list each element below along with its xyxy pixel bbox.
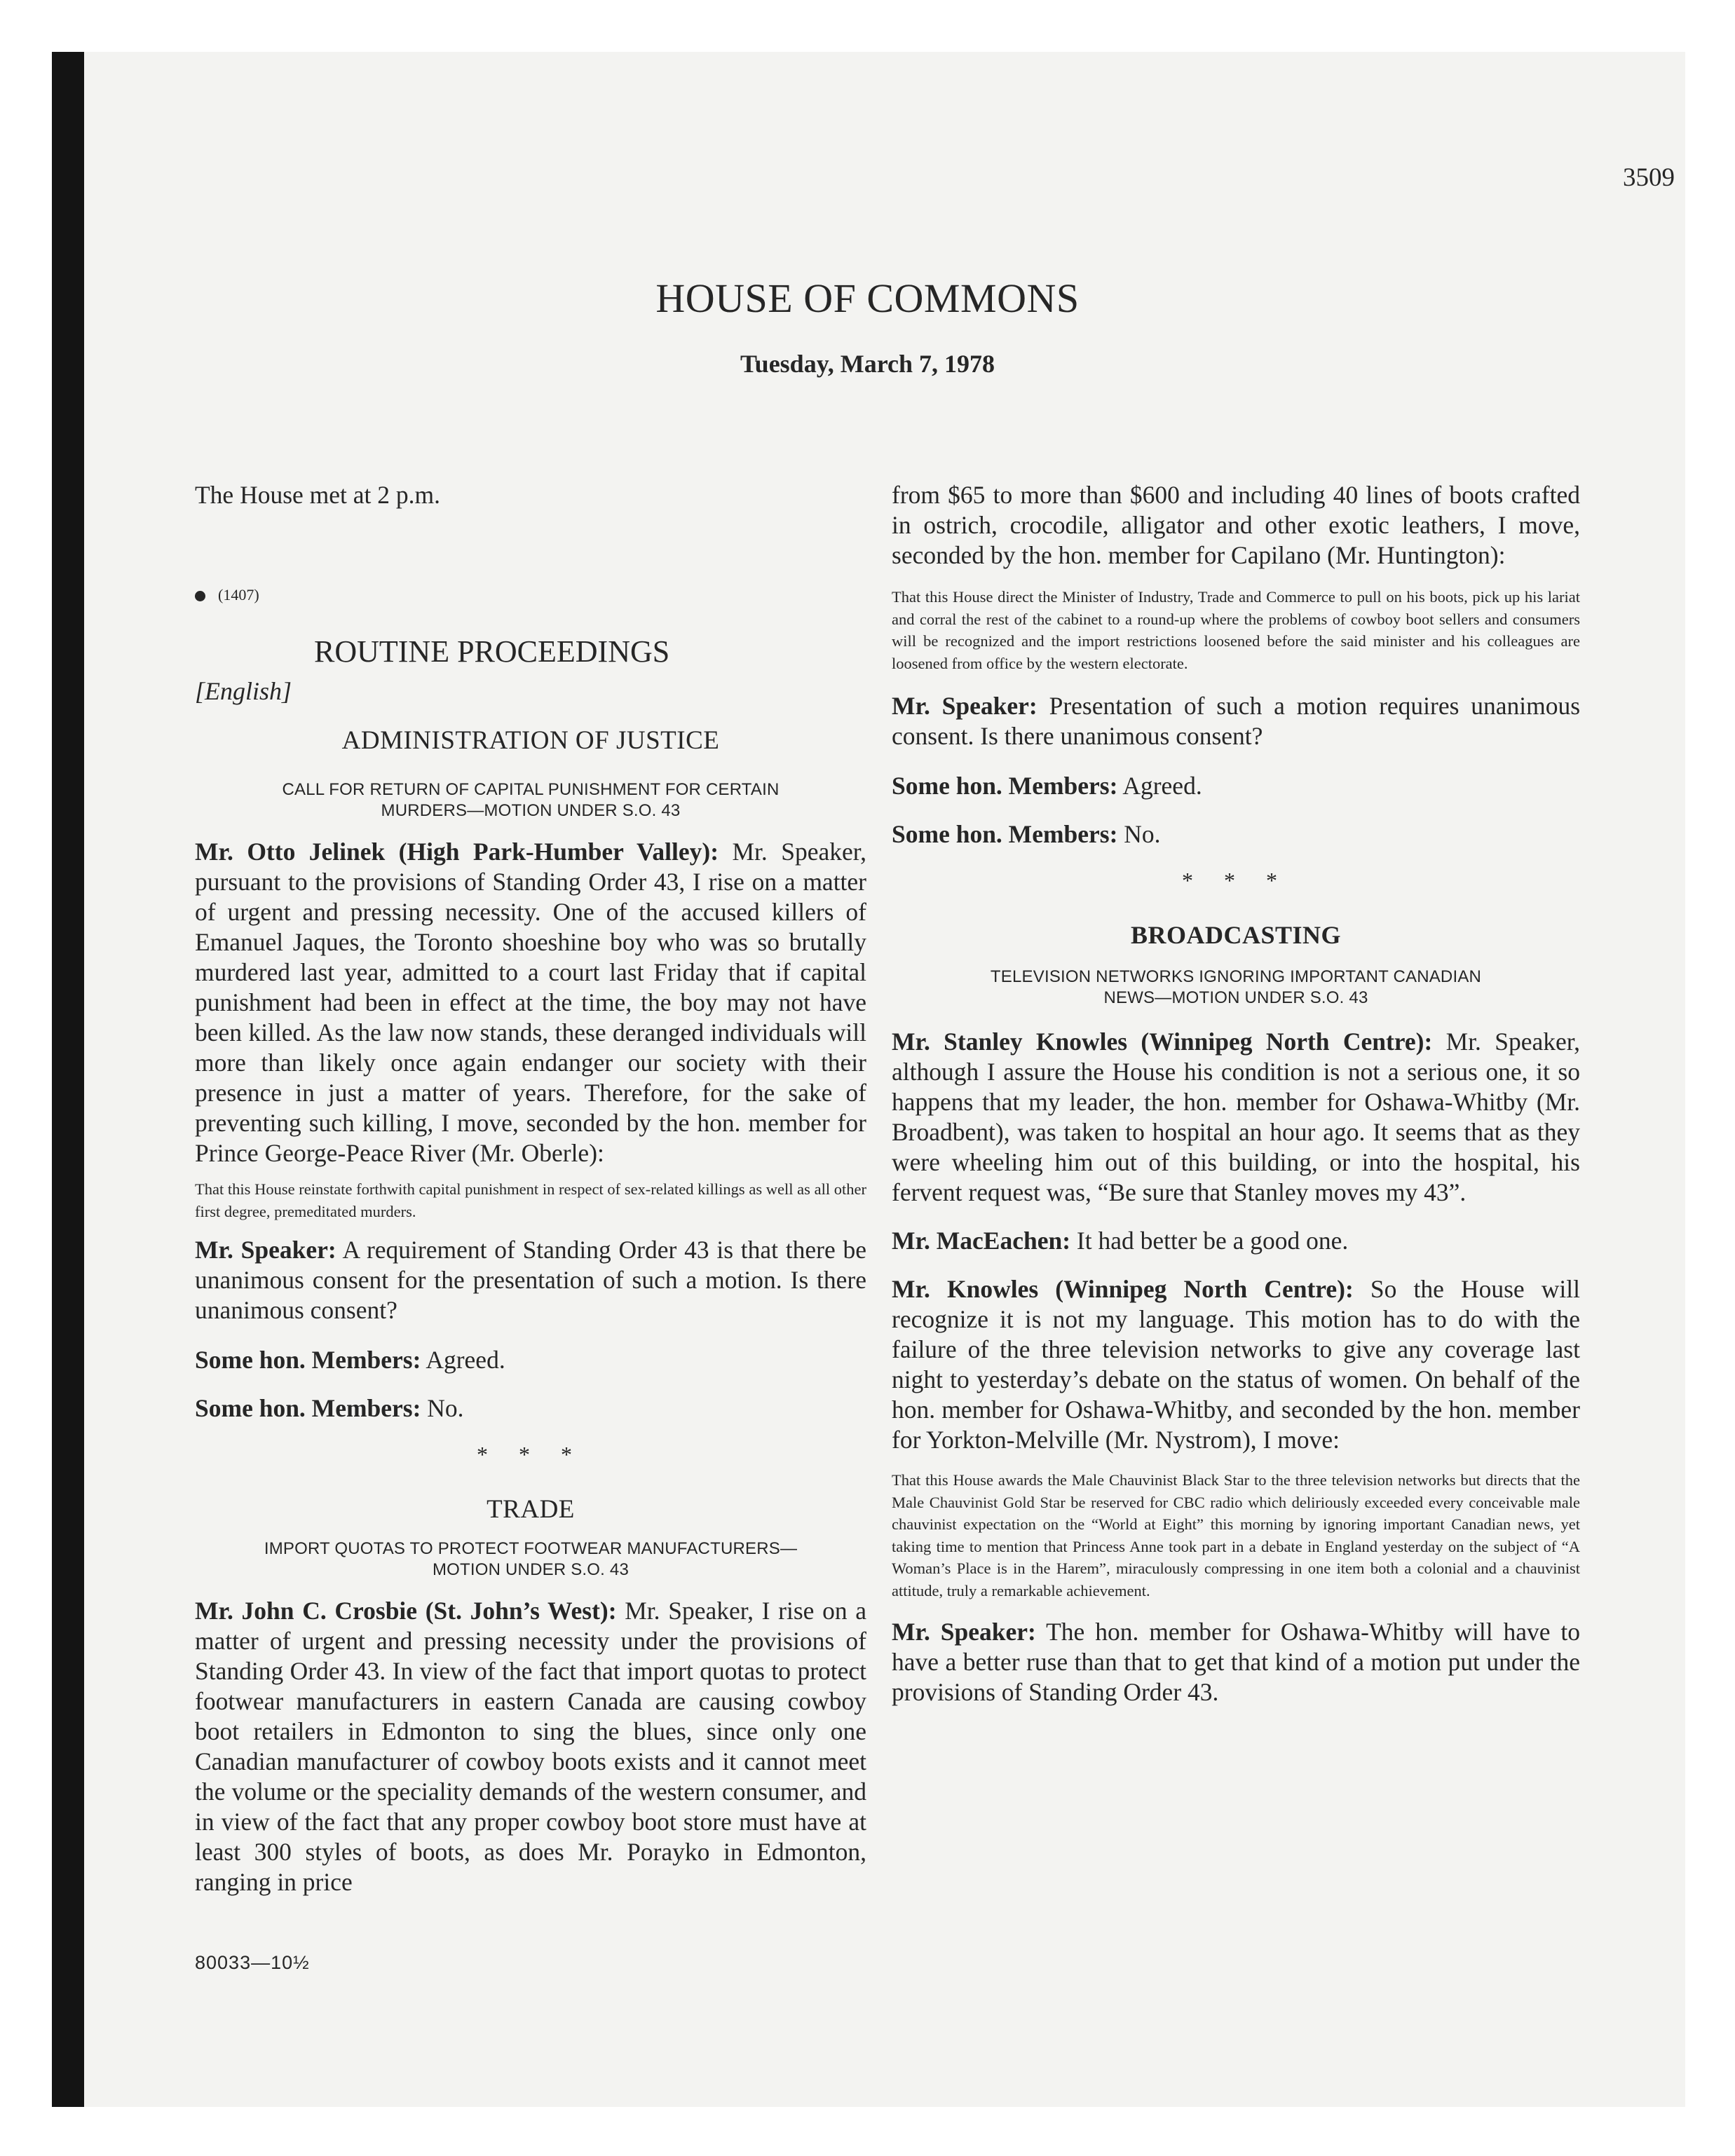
section-separator: * * * — [477, 1442, 585, 1467]
members-agreed — [892, 771, 1580, 801]
right-column — [892, 480, 1580, 1707]
crosbie-speaker: Mr. John C. Crosbie (St. John’s West): — [195, 1597, 617, 1625]
trade-subheading-line-1: IMPORT QUOTAS TO PROTECT FOOTWEAR MANUFACTURERS— — [264, 1539, 798, 1558]
trade-heading: TRADE — [487, 1495, 575, 1524]
knowles-speech-2 — [892, 1274, 1580, 1455]
trade-subheading-line-2: MOTION UNDER S.O. 43 — [432, 1560, 630, 1579]
broadcast-subheading-line-1: TELEVISION NETWORKS IGNORING IMPORTANT CANADIAN — [990, 967, 1482, 986]
members-no — [892, 819, 1580, 850]
members-label: Some hon. Members: — [195, 1346, 421, 1374]
time-marker — [195, 586, 866, 604]
page-title: HOUSE OF COMMONS — [655, 275, 1080, 321]
crosbie-motion: That this House direct the Minister of Industry, Trade and Commerce to pull on his boots, pick up his lariat and corral the rest of the cabinet to a round-up where the problems of cowboy boot sellers and consumers will be recognized and the import restrictions loosened before the said minister and his colleagues are loosened from office by the western electorate. — [892, 588, 1580, 672]
maceachen-text: It had better be a good one. — [1076, 1227, 1349, 1255]
knowles-label: Mr. Knowles (Winnipeg North Centre): — [892, 1275, 1354, 1303]
page-number: 3509 — [1623, 163, 1675, 192]
maceachen-label: Mr. MacEachen: — [892, 1227, 1071, 1255]
opening-line: The House met at 2 p.m. — [195, 481, 440, 509]
print-code: 80033—10½ — [195, 1952, 310, 1973]
speaker-ruling-2 — [892, 691, 1580, 751]
left-column — [195, 480, 866, 1897]
knowles-text: Mr. Speaker, although I assure the House his condition is not a serious one, it so happens that my leader, the hon. member for Oshawa-Whitby (Mr. Broadbent), was taken to hospital an hour ago. It seems that as they were wheeling him out of this building, or into the hospital, his fervent request was, “Be sure that Stanley moves my 43”. — [892, 1028, 1581, 1206]
no-text: No. — [427, 1394, 464, 1422]
knowles-text-2: So the House will recognize it is not my language. This motion has to do with the failure of the three television networks to give any coverage last night to yesterday’s debate on the status of women. On behalf of the hon. member for Oshawa-Whitby, and seconded by the hon. member for Yorkton-Melville (Mr. Nystrom), I move: — [892, 1275, 1581, 1454]
jelinek-motion: That this House reinstate forthwith capital punishment in respect of sex-related killings as well as all other first degree, premeditated murders. — [195, 1180, 866, 1220]
jelinek-speech — [195, 837, 866, 1168]
members-label: Some hon. Members: — [195, 1394, 421, 1422]
agreed-text: Agreed. — [1122, 772, 1202, 800]
members-no — [195, 1393, 866, 1424]
admin-subheading-line-2: MURDERS—MOTION UNDER S.O. 43 — [381, 801, 681, 820]
jelinek-text: Mr. Speaker, pursuant to the provisions of Standing Order 43, I rise on a matter of urgent and pressing necessity. One of the accused killers of Emanuel Jaques, the Toronto shoeshine boy who was so brutally murdered last year, admitted to a court last Friday that if capital punishment had been in effect at the time, the boy may not have been killed. As the law now stands, these deranged individuals will more than likely once again endanger our society with their presence in just a matter of years. Therefore, for the sake of preventing such killing, I move, seconded by the hon. member for Prince George-Peace River (Mr. Oberle): — [195, 838, 867, 1167]
broadcasting-heading: BROADCASTING — [1130, 921, 1342, 949]
no-text: No. — [1124, 820, 1161, 848]
section-separator: * * * — [1182, 868, 1290, 893]
knowles-motion: That this House awards the Male Chauvinist Black Star to the three television networks but directs that the Male Chauvinist Gold Star be reserved for CBC radio which deliriously exceeded every conceivable male chauvinist expectation on the “World at Eight” this morning by ignoring important Canadian news, yet taking time to mention that Princess Anne took part in a debate in England yesterday on the subject of “A Woman’s Place is in the Harem”, miraculously compressing in one item both a colonial and a chauvinist attitude, truly a remarkable achievement. — [892, 1471, 1580, 1599]
speaker-text: A requirement of Standing Order 43 is that there be unanimous consent for the presentation of such a motion. Is there unanimous consent? — [195, 1236, 867, 1324]
language-tag: [English] — [195, 677, 292, 705]
speaker-text: Presentation of such a motion requires unanimous consent. Is there unanimous consent? — [892, 692, 1581, 750]
broadcast-subheading-line-2: NEWS—MOTION UNDER S.O. 43 — [1103, 988, 1368, 1007]
speaker-ruling-3 — [892, 1617, 1580, 1707]
crosbie-speech — [195, 1596, 866, 1897]
speaker-label: Mr. Speaker: — [892, 692, 1037, 720]
members-label: Some hon. Members: — [892, 772, 1118, 800]
speaker-text: The hon. member for Oshawa-Whitby will have to have a better ruse than that to get that kind of a motion put under the provisions of Standing Order 43. — [892, 1618, 1580, 1706]
crosbie-text: Mr. Speaker, I rise on a matter of urgent and pressing necessity under the provisions of Standing Order 43. In view of the fact that import quotas to protect footwear manufacturers in eastern Canada are causing cowboy boot retailers in Edmonton to sing the blues, since only one Canadian manufacturer of cowboy boots exists and it cannot meet the volume or the speciality demands of the western consumer, and in view of the fact that any proper cowboy boot store must have at least 300 styles of boots, as does Mr. Porayko in Edmonton, ranging in price — [195, 1597, 866, 1896]
routine-proceedings-heading-wrap — [314, 634, 866, 669]
speaker-label: Mr. Speaker: — [892, 1618, 1036, 1646]
crosbie-speech-continued: from $65 to more than $600 and including 40 lines of boots crafted in ostrich, crocodile, alligator and other exotic leathers, I move, seconded by the hon. member for Capilano (Mr. Huntington): — [892, 481, 1580, 569]
speaker-ruling-1 — [195, 1235, 866, 1325]
knowles-speech — [892, 1027, 1580, 1208]
time-mark-text: (1407) — [218, 586, 259, 603]
admin-subheading-line-1: CALL FOR RETURN OF CAPITAL PUNISHMENT FOR CERTAIN — [282, 780, 780, 799]
speaker-label: Mr. Speaker: — [195, 1236, 336, 1264]
jelinek-speaker: Mr. Otto Jelinek (High Park-Humber Valley): — [195, 838, 719, 866]
admin-heading: ADMINISTRATION OF JUSTICE — [341, 726, 720, 755]
section-title: ROUTINE PROCEEDINGS — [314, 634, 670, 669]
members-label: Some hon. Members: — [892, 820, 1118, 848]
knowles-speaker: Mr. Stanley Knowles (Winnipeg North Centre): — [892, 1028, 1433, 1056]
bullet-icon — [195, 591, 205, 601]
sitting-date: Tuesday, March 7, 1978 — [740, 350, 995, 378]
maceachen-remark — [892, 1226, 1580, 1256]
members-agreed — [195, 1345, 866, 1375]
agreed-text: Agreed. — [426, 1346, 505, 1374]
